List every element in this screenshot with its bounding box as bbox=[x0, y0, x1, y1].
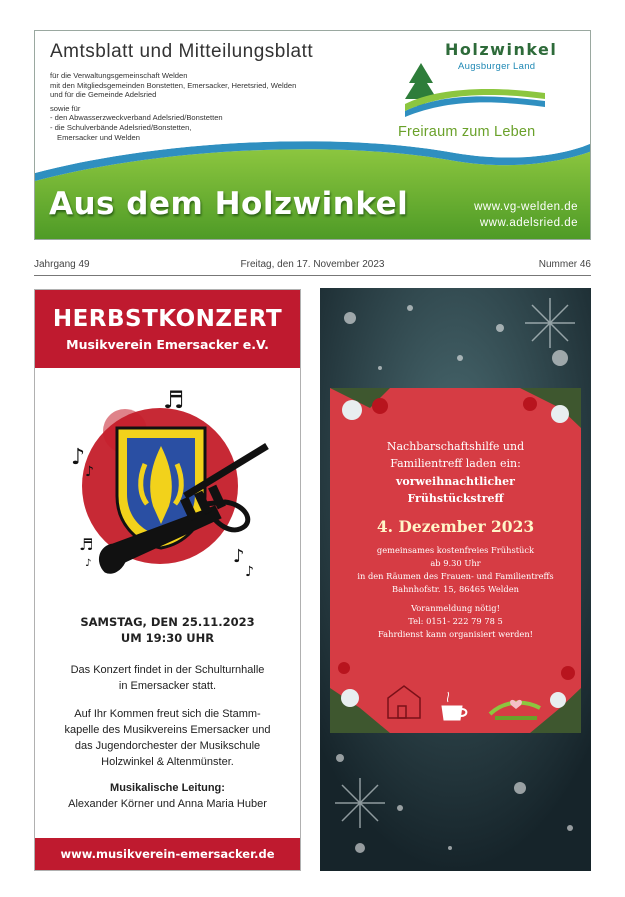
svg-text:♪: ♪ bbox=[233, 546, 245, 567]
concert-flyer bbox=[34, 289, 301, 871]
masthead bbox=[34, 30, 591, 240]
publication-title: Amtsblatt und Mitteilungsblatt bbox=[50, 41, 314, 62]
concert-datetime: SAMSTAG, DEN 25.11.2023 UM 19:30 UHR bbox=[80, 615, 255, 645]
breakfast-card bbox=[330, 388, 581, 733]
logo-region: Augsburger Land bbox=[458, 61, 536, 72]
concert-artwork bbox=[65, 386, 275, 591]
svg-text:♪: ♪ bbox=[71, 445, 86, 470]
breakfast-registration: Voranmeldung nötig! Tel: 0151- 222 79 78 5 Fahrdienst kann organisiert werden! bbox=[377, 603, 534, 639]
concert-title: HERBSTKONZERT bbox=[52, 306, 283, 332]
breakfast-host: Nachbarschaftshilfe und Familientreff laden ein: bbox=[386, 440, 525, 470]
issue-volume: Jahrgang 49 bbox=[34, 259, 90, 270]
breakfast-event: vorweihnachtlicher Frühstückstreff bbox=[396, 475, 515, 505]
breakfast-date: 4. Dezember 2023 bbox=[376, 517, 535, 536]
issue-date: Freitag, den 17. November 2023 bbox=[240, 259, 385, 270]
concert-header bbox=[35, 290, 300, 368]
nachbarschaftshilfe-logo bbox=[490, 700, 540, 720]
svg-text:♬: ♬ bbox=[79, 535, 94, 554]
concert-musical-direction: Musikalische Leitung: Alexander Körner und Anna Maria Huber bbox=[68, 782, 267, 810]
url-vg-welden[interactable]: www.vg-welden.de bbox=[474, 201, 578, 213]
breakfast-text bbox=[330, 438, 581, 641]
issue-info-bar bbox=[34, 257, 591, 276]
breakfast-flyer bbox=[320, 288, 591, 871]
svg-text:♪: ♪ bbox=[85, 558, 92, 569]
slogan: Freiraum zum Leben bbox=[398, 124, 536, 140]
publication-subtitle: für die Verwaltungsgemeinschaft Welden mit den Mitgliedsgemeinden Bonstetten, Emersacker, Heretsried, Welden und für die Gemeinde Adelsried sowie für - den Abwasserzweckverband Adelsried/Bonstetten - die Schulverbände Adelsried/Bonstetten, Emersacker und Welden bbox=[50, 71, 297, 142]
masthead-big-title: Aus dem Holzwinkel bbox=[49, 186, 409, 222]
house-icon bbox=[388, 686, 420, 718]
issue-number: Nummer 46 bbox=[538, 259, 591, 270]
url-adelsried[interactable]: www.adelsried.de bbox=[479, 217, 578, 229]
concert-organizer: Musikverein Emersacker e.V. bbox=[66, 337, 269, 352]
coffee-cup-icon bbox=[442, 692, 466, 720]
concert-venue: Das Konzert findet in der Schulturnhalle in Emersacker statt. bbox=[70, 664, 265, 692]
concert-website-link[interactable]: www.musikverein-emersacker.de bbox=[35, 838, 300, 870]
logo-name: Holzwinkel bbox=[445, 40, 558, 59]
concert-invitation: Auf Ihr Kommen freut sich die Stamm- kapelle des Musikvereins Emersacker und das Jugendorchester der Musikschule Holzwinkel & Altenmünster. bbox=[64, 708, 271, 768]
breakfast-details: gemeinsames kostenfreies Frühstück ab 9.30 Uhr in den Räumen des Frauen- und Familientreffs Bahnhofstr. 15, 86465 Welden bbox=[357, 545, 554, 594]
svg-text:♬: ♬ bbox=[163, 386, 185, 414]
svg-text:♪: ♪ bbox=[85, 464, 94, 480]
holzwinkel-logo-icon bbox=[405, 49, 545, 121]
svg-text:♪: ♪ bbox=[245, 564, 254, 580]
masthead-urls bbox=[474, 199, 578, 231]
breakfast-logos bbox=[330, 678, 581, 728]
